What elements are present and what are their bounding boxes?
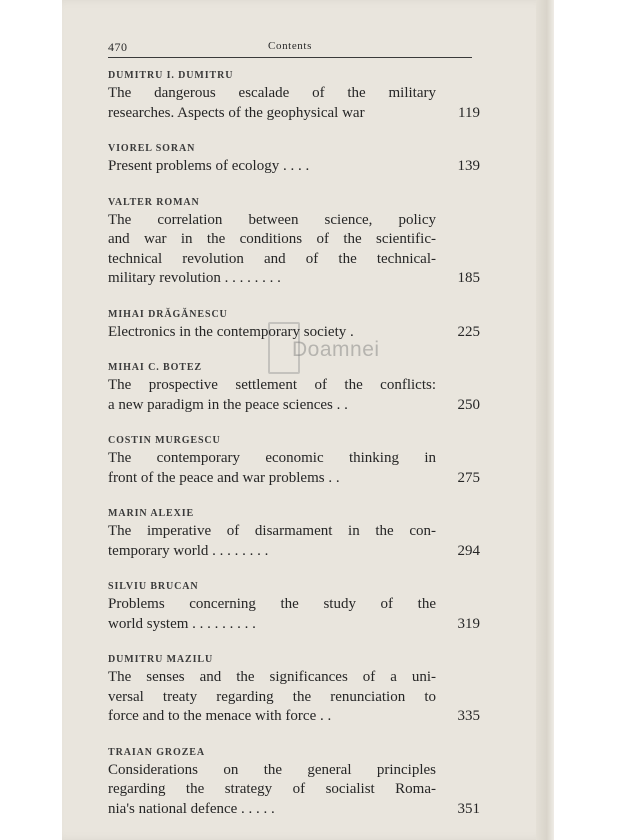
- entry-author: MIHAI DRĂGĂNESCU: [108, 308, 228, 320]
- entry-author: VIOREL SORAN: [108, 143, 196, 154]
- entry-title-line: Considerations on the general principles: [108, 761, 436, 778]
- entry-page-number: 335: [457, 708, 480, 724]
- entry-title-line: world system . . . . . . . . .: [108, 615, 256, 632]
- entry-title-line: The senses and the significances of a uni-: [108, 669, 436, 685]
- contents-list: [108, 64, 480, 819]
- entry-page-number: 225: [457, 323, 480, 340]
- entry-author: COSTIN MURGESCU: [108, 435, 221, 446]
- entry-author: MIHAI C. BOTEZ: [108, 362, 203, 373]
- entry-title: [108, 449, 480, 488]
- entry-title-line: technical revolution and of the technical-: [108, 250, 436, 267]
- entry-title: [108, 84, 480, 123]
- entry-title: [108, 323, 480, 343]
- entry-spacer: [108, 289, 480, 303]
- entry-page-number: 351: [457, 800, 480, 817]
- contents-entry: [108, 415, 480, 488]
- entry-title: [108, 211, 480, 289]
- page-number: 470: [108, 40, 128, 54]
- contents-entry: [108, 561, 480, 634]
- entry-spacer: [108, 123, 480, 137]
- entry-title-line: military revolution . . . . . . . .: [108, 270, 281, 286]
- entry-spacer: [108, 488, 480, 502]
- entry-title-line: The dangerous escalade of the military: [108, 85, 436, 101]
- entry-page-number: 275: [457, 469, 480, 486]
- entry-spacer: [108, 634, 480, 648]
- entry-page-number: 139: [457, 158, 480, 174]
- entry-title: [108, 761, 480, 820]
- entry-title-line: The contemporary economic thinking in: [108, 450, 436, 466]
- entry-page-number: 185: [457, 270, 480, 286]
- entry-author: SILVIU BRUCAN: [108, 581, 199, 592]
- entry-title: [108, 157, 480, 177]
- entry-title-line: The correlation between science, policy: [108, 211, 436, 228]
- contents-entry: [108, 123, 480, 177]
- entry-title-line: and war in the conditions of the scientific-: [108, 231, 436, 247]
- entry-title-line: regarding the strategy of socialist Roma-: [108, 781, 436, 797]
- entry-title-line: a new paradigm in the peace sciences . .: [108, 396, 348, 413]
- entry-title: [108, 522, 480, 561]
- entry-title-line: Present problems of ecology . . . .: [108, 158, 310, 174]
- entry-page-number: 294: [457, 542, 480, 559]
- contents-entry: [108, 634, 480, 727]
- entry-spacer: [108, 561, 480, 575]
- contents-entry: [108, 727, 480, 820]
- entry-title-line: temporary world . . . . . . . .: [108, 542, 269, 559]
- watermark-text: Doamnei: [292, 338, 380, 361]
- entry-title: [108, 376, 480, 415]
- entry-title-line: Problems concerning the study of the: [108, 596, 436, 612]
- entry-page-number: 250: [457, 396, 480, 413]
- entry-spacer: [108, 177, 480, 191]
- entry-title: [108, 668, 480, 727]
- entry-title: [108, 595, 480, 634]
- entry-title-line: The prospective settlement of the conflicts:: [108, 377, 436, 393]
- entry-title-line: Electronics in the contemporary society .: [108, 323, 354, 340]
- entry-author: DUMITRU I. DUMITRU: [108, 70, 234, 81]
- contents-entry: [108, 289, 480, 343]
- contents-entry: [108, 342, 480, 415]
- contents-entry: [108, 177, 480, 289]
- page-edge: [536, 0, 554, 840]
- entry-title-line: The imperative of disarmament in the con-: [108, 523, 436, 539]
- page-header: [108, 36, 472, 58]
- entry-page-number: 119: [458, 104, 480, 121]
- entry-spacer: [108, 415, 480, 429]
- entry-title-line: versal treaty regarding the renunciation to: [108, 688, 436, 705]
- entry-title-line: force and to the menace with force . .: [108, 708, 332, 724]
- entry-author: TRAIAN GROZEA: [108, 746, 205, 758]
- contents-entry: [108, 488, 480, 561]
- entry-author: MARIN ALEXIE: [108, 508, 195, 519]
- entry-spacer: [108, 727, 480, 741]
- running-head: Contents: [268, 40, 312, 52]
- entry-spacer: [108, 342, 480, 356]
- entry-author: DUMITRU MAZILU: [108, 654, 214, 665]
- entry-author: VALTER ROMAN: [108, 196, 200, 208]
- entry-title-line: researches. Aspects of the geophysical war: [108, 104, 365, 121]
- entry-page-number: 319: [457, 615, 480, 632]
- entry-title-line: front of the peace and war problems . .: [108, 469, 340, 486]
- entry-title-line: nia's national defence . . . . .: [108, 800, 275, 817]
- contents-entry: [108, 68, 480, 123]
